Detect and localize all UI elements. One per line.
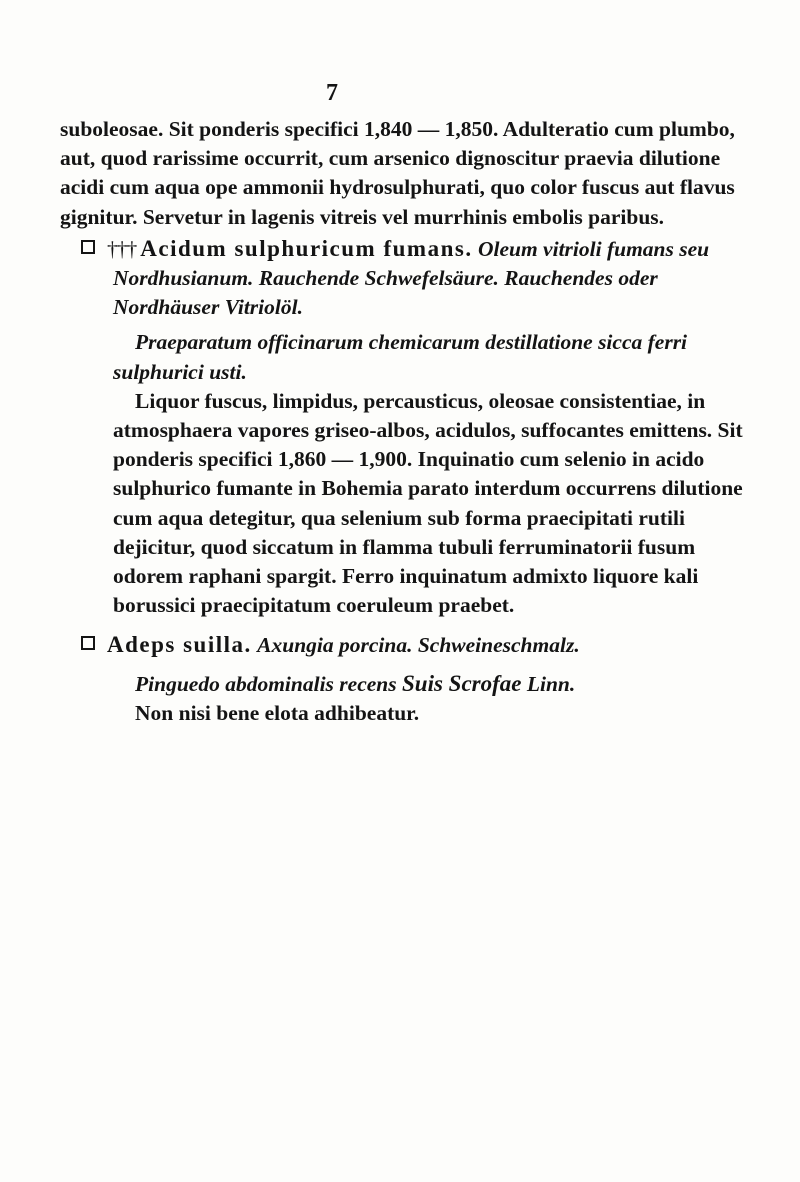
entry-note: Non nisi bene elota adhibeatur.	[135, 700, 420, 725]
continuation-paragraph: suboleosae. Sit ponderis specifici 1,840 — 1,850. Adulteratio cum plumbo, aut, quod rarissime occurrit, cum arsenico dignoscitur praevia dilutione acidi cum aqua ope ammonii hydrosulphurati, quo color fuscus aut flavus gignitur. Servetur in lagenis vitreis vel murrhinis embolis paribus.	[60, 117, 735, 229]
entry-synonyms: Oleum vitrioli fumans seu Nordhusianum. Rauchende Schwefelsäure. Rauchendes oder Nordhäuser Vitriolöl.	[113, 236, 710, 320]
entry-title: Adeps suilla.	[107, 632, 252, 658]
entry-title: Acidum sulphuricum fumans.	[140, 235, 473, 261]
checkbox-icon	[81, 636, 95, 650]
entry-acidum-sulphuricum-fumans	[107, 234, 750, 323]
entry-origin	[113, 669, 750, 699]
page-content	[60, 115, 750, 728]
entry-description: Liquor fuscus, limpidus, percausticus, oleosae consistentiae, in atmosphaera vapores griseo-albos, acidulos, suffocantes emittens. Sit ponderis specifici 1,860 — 1,900. Inquinatio cum selenio in acido sulphurico fumante in Bohemia parato interdum occurrens dilutione cum aqua detegitur, qua selenium sub forma praecipitati rutili dejicitur, quod siccatum in flamma tubuli ferruminatorii fusum odorem raphani spargit. Ferro inquinatum admixto liquore kali borussici praecipitatum coeruleum praebet.	[113, 388, 743, 618]
dagger-marks: †††	[107, 236, 137, 261]
origin-prefix: Pinguedo abdominalis recens	[135, 671, 397, 696]
entry-preparation: Praeparatum officinarum chemicarum destillatione sicca ferri sulphurici usti.	[113, 330, 688, 384]
page-number: 7	[326, 80, 338, 106]
entry-adeps-suilla	[107, 630, 750, 660]
checkbox-icon	[81, 240, 95, 254]
origin-suffix: Linn.	[526, 671, 576, 696]
origin-species: Suis Scrofae	[401, 670, 522, 696]
entry-synonyms: Axungia porcina. Schweineschmalz.	[257, 633, 580, 658]
